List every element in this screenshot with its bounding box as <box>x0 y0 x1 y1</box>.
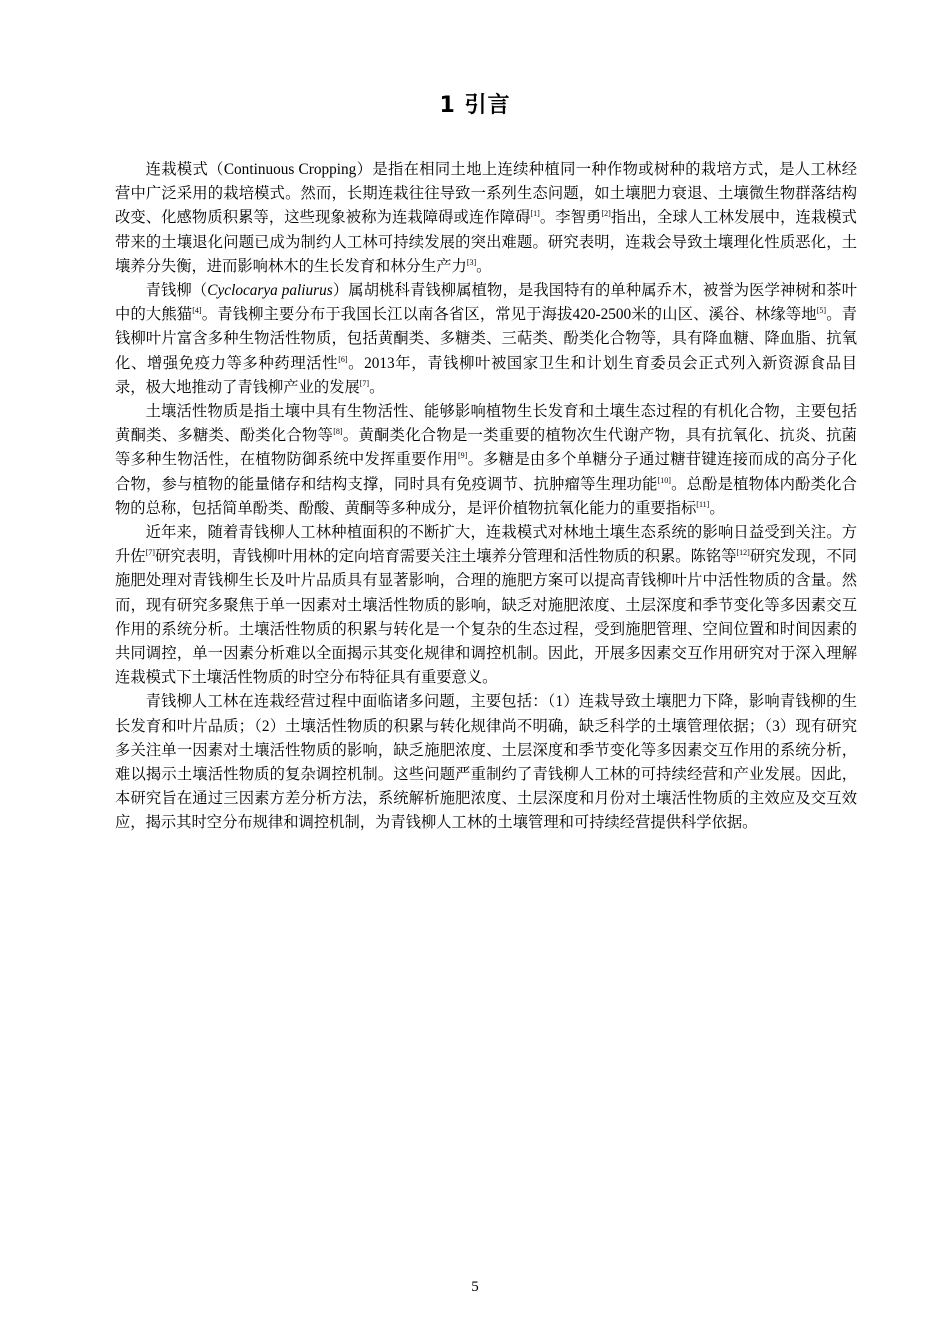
citation-ref: [12] <box>736 548 750 558</box>
citation-ref: [7] <box>359 378 370 388</box>
text-span: 。2013年，青钱柳叶被国家卫生和计划生育委员会正式列入新资源食品目录，极大地推动了青钱柳产业的发展 <box>115 354 857 396</box>
citation-ref: [3] <box>466 257 477 267</box>
citation-ref: [10] <box>657 475 671 485</box>
text-span: 近年来，随着青钱柳人工林种植面积的不断扩大，连栽模式对林地土壤生态系统的影响日益受到关注。方升佐 <box>115 524 857 566</box>
citation-ref: [9] <box>457 451 468 461</box>
citation-ref: [6] <box>338 354 348 364</box>
text-span: 土壤活性物质是指土壤中具有生物活性、能够影响植物生长发育和土壤生态过程的有机化合物，主要包括黄酮类、多糖类、酚类化合物等 <box>115 403 857 445</box>
citation-ref: [2] <box>601 209 611 219</box>
citation-ref: [5] <box>816 306 827 316</box>
text-span: 。 <box>369 378 385 396</box>
text-span: 。 <box>709 499 725 517</box>
citation-ref: [4] <box>192 306 202 316</box>
citation-ref: [7] <box>145 548 155 558</box>
text-span: 。青钱柳主要分布于我国长江以南各省区，常见于海拔420-2500米的山区、溪谷、林缘等地 <box>201 306 817 324</box>
text-span: ）属胡桃科青钱柳属植物，是我国特有的单种属乔木，被誉为医学神树和茶叶中的大熊猫 <box>115 282 857 324</box>
section-title: 1 引言 <box>439 93 511 118</box>
text-span: 连栽模式（Continuous Cropping）是指在相同土地上连续种植同一种作物或树种的栽培方式，是人工林经营中广泛采用的栽培模式。然而，长期连栽往往导致一系列生态问题，如土壤肥力衰退、土壤微生物群落结构改变、化感物质积累等，这些现象被称为连栽障碍或连作障碍 <box>115 161 857 227</box>
latin-species-name: Cyclocarya paliurus <box>207 282 333 300</box>
text-span: 研究表明，青钱柳叶用林的定向培育需要关注土壤养分管理和活性物质的积累。陈铭等 <box>154 548 737 566</box>
page-number: 5 <box>471 1279 479 1295</box>
citation-ref: [1] <box>530 209 540 219</box>
paragraph-cyclocarya <box>115 279 857 400</box>
text-span: 研究发现，不同施肥处理对青钱柳生长及叶片品质具有显著影响，合理的施肥方案可以提高青钱柳叶片中活性物质的含量。然而，现有研究多聚焦于单一因素对土壤活性物质的影响，缺乏对施肥浓度、土层深度和季节变化等多因素交互作用的系统分析。土壤活性物质的积累与转化是一个复杂的生态过程，受到施肥管理、空间位置和时间因素的共同调控，单一因素分析难以全面揭示其变化规律和调控机制。因此，开展多因素交互作用研究对于深入理解连栽模式下土壤活性物质的时空分布特征具有重要意义。 <box>115 548 857 687</box>
body-text <box>115 158 857 836</box>
text-span: 。李智勇 <box>539 209 602 227</box>
paragraph-continuous-cropping <box>115 158 857 279</box>
text-span: 青钱柳（ <box>145 282 208 300</box>
paragraph-recent-research <box>115 521 857 690</box>
paragraph-research-aims <box>115 690 857 835</box>
citation-ref: [8] <box>333 427 343 437</box>
citation-ref: [11] <box>696 499 710 509</box>
text-span: 。多糖是由多个单糖分子通过糖苷键连接而成的高分子化合物，参与植物的能量储存和结构支撑，同时具有免疫调节、抗肿瘤等生理功能 <box>115 451 857 493</box>
text-span: 。总酚是植物体内酚类化合物的总称，包括简单酚类、酚酸、黄酮等多种成分，是评价植物抗氧化能力的重要指标 <box>115 475 857 517</box>
paragraph-soil-active-substances <box>115 400 857 521</box>
text-span: 。黄酮类化合物是一类重要的植物次生代谢产物，具有抗氧化、抗炎、抗菌等多种生物活性，在植物防御系统中发挥重要作用 <box>115 427 857 469</box>
text-span: 。 <box>476 257 492 275</box>
text-span: 。青钱柳叶片富含多种生物活性物质，包括黄酮类、多糖类、三萜类、酚类化合物等，具有降血糖、降血脂、抗氧化、增强免疫力等多种药理活性 <box>115 306 857 372</box>
text-span: 指出，全球人工林发展中，连栽模式带来的土壤退化问题已成为制约人工林可持续发展的突出难题。研究表明，连栽会导致土壤理化性质恶化，土壤养分失衡，进而影响林木的生长发育和林分生产力 <box>115 209 857 275</box>
text-span: 青钱柳人工林在连栽经营过程中面临诸多问题，主要包括：（1）连栽导致土壤肥力下降，影响青钱柳的生长发育和叶片品质；（2）土壤活性物质的积累与转化规律尚不明确，缺乏科学的土壤管理依据；（3）现有研究多关注单一因素对土壤活性物质的影响，缺乏施肥浓度、土层深度和季节变化等多因素交互作用的系统分析，难以揭示土壤活性物质的复杂调控机制。这些问题严重制约了青钱柳人工林的可持续经营和产业发展。因此，本研究旨在通过三因素方差分析方法，系统解析施肥浓度、土层深度和月份对土壤活性物质的主效应及交互效应，揭示其时空分布规律和调控机制，为青钱柳人工林的土壤管理和可持续经营提供科学依据。 <box>115 693 857 832</box>
